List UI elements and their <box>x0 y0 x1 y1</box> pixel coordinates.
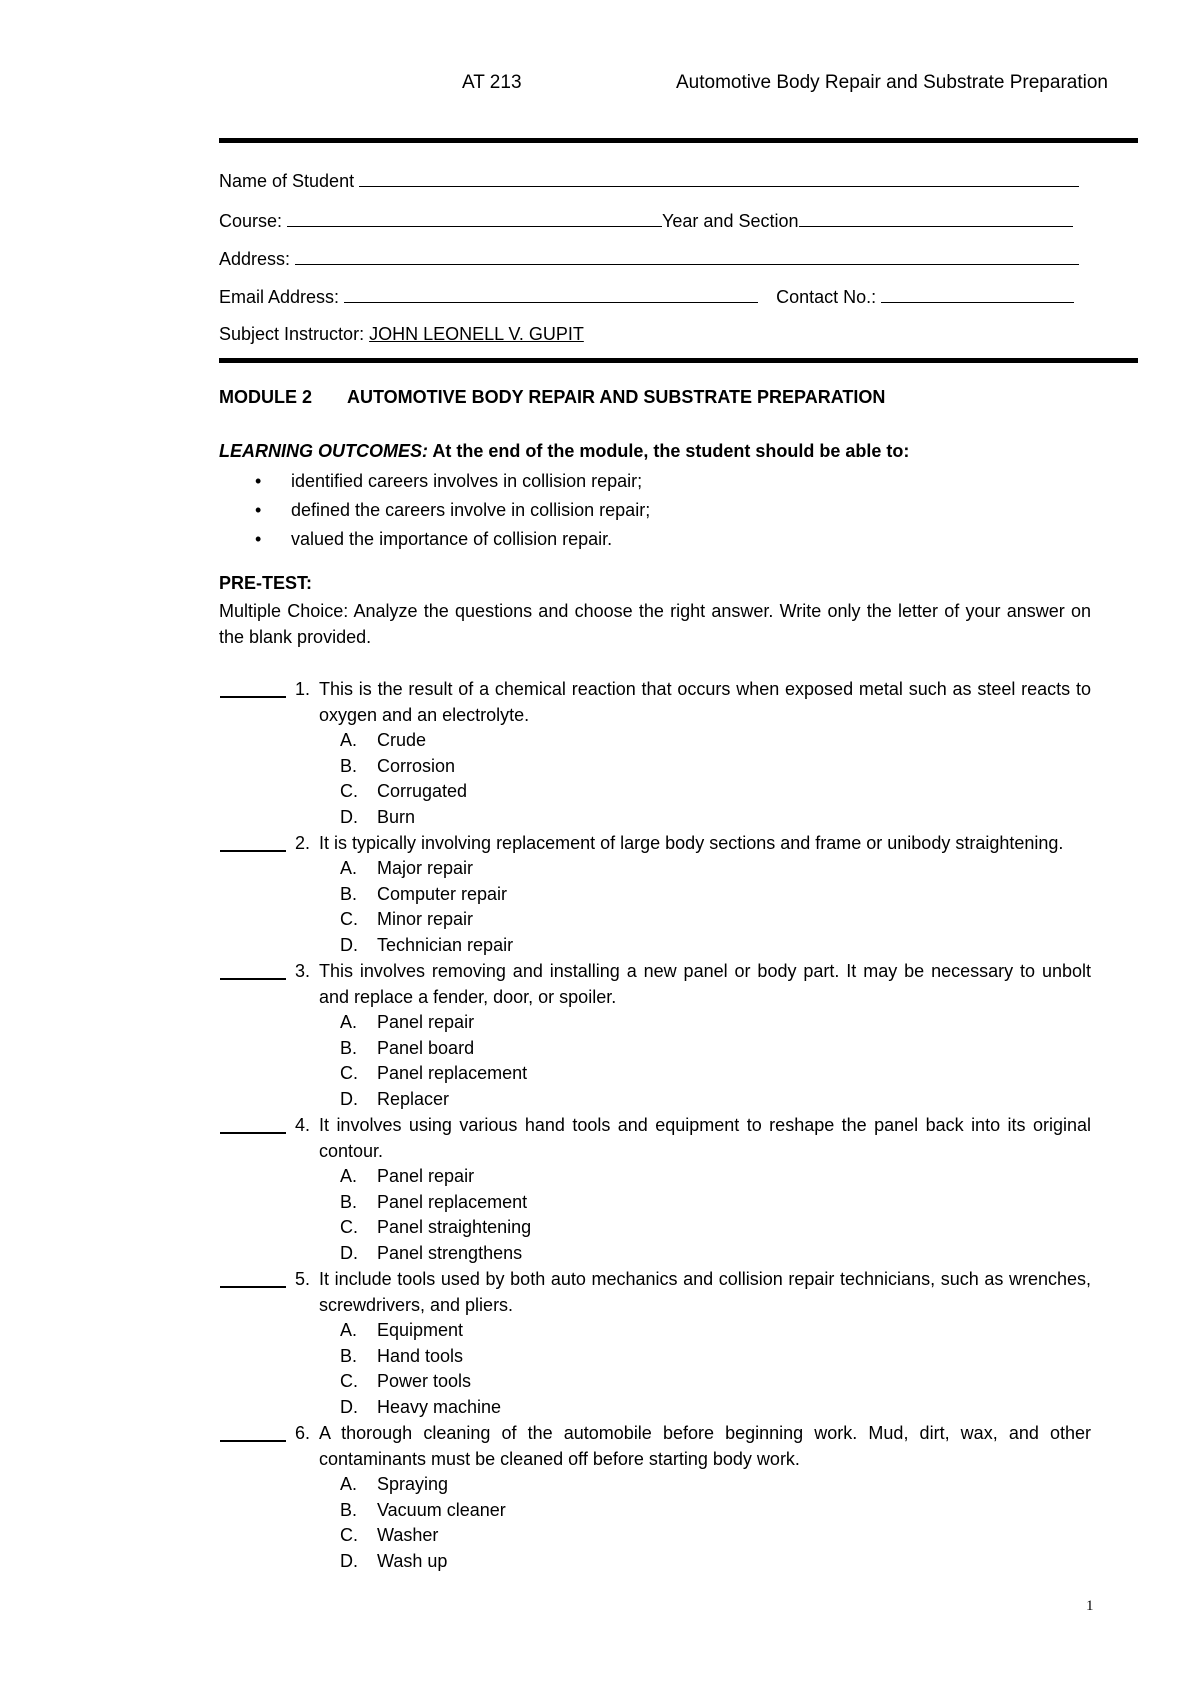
question-2 <box>219 830 1091 958</box>
choice-list <box>219 1472 1091 1574</box>
address-row <box>219 247 1079 270</box>
year-section-field[interactable] <box>799 209 1073 227</box>
top-divider <box>219 138 1138 143</box>
choice-item: C. Panel straightening <box>340 1217 532 1237</box>
question-text: This is the result of a chemical reaction that occurs when exposed metal such as steel reacts to oxygen and an electrolyte. <box>319 679 1091 725</box>
question-text: It is typically involving replacement of large body sections and frame or unibody straightening. <box>319 833 1064 853</box>
contact-label: Contact No.: <box>776 287 877 307</box>
choice-item: A. Spraying <box>340 1474 449 1494</box>
learning-outcomes-list <box>219 471 650 558</box>
email-contact-row <box>219 285 1074 308</box>
choice-item: D. Heavy machine <box>340 1396 502 1417</box>
list-item: • defined the careers involve in collision repair; <box>255 500 651 520</box>
answer-blank[interactable] <box>220 1440 286 1442</box>
choice-item: B. Vacuum cleaner <box>340 1499 506 1520</box>
question-5 <box>219 1266 1091 1420</box>
choice-list <box>219 1164 1091 1266</box>
pretest-heading: PRE-TEST: <box>219 573 313 593</box>
email-field[interactable] <box>344 285 758 303</box>
address-label: Address: <box>219 249 291 269</box>
choice-item: A. Panel repair <box>340 1012 475 1032</box>
choice-item: B. Computer repair <box>340 883 508 904</box>
answer-blank[interactable] <box>220 850 286 852</box>
list-item: • valued the importance of collision repair. <box>255 529 613 549</box>
student-name-label: Name of Student <box>219 171 355 191</box>
question-number: 5. <box>295 1269 311 1289</box>
choice-item: C. Panel replacement <box>340 1063 528 1083</box>
choice-item: B. Corrosion <box>340 755 456 776</box>
choice-item: B. Hand tools <box>340 1345 464 1366</box>
answer-blank[interactable] <box>220 1286 286 1288</box>
question-6 <box>219 1420 1091 1574</box>
choice-item: B. Panel replacement <box>340 1191 528 1212</box>
learning-outcomes-heading <box>219 441 909 462</box>
question-number: 2. <box>295 833 311 853</box>
answer-blank[interactable] <box>220 978 286 980</box>
course-field[interactable] <box>287 209 662 227</box>
choice-item: D. Panel strengthens <box>340 1242 523 1263</box>
bullet-icon: • <box>255 500 262 520</box>
course-label: Course: <box>219 211 283 231</box>
question-list <box>219 676 1091 1574</box>
choice-item: B. Panel board <box>340 1037 475 1058</box>
address-field[interactable] <box>295 247 1079 265</box>
choice-list <box>219 856 1091 958</box>
question-number: 6. <box>295 1423 311 1443</box>
header-course-title: Automotive Body Repair and Substrate Preparation <box>676 72 1108 93</box>
question-number: 4. <box>295 1115 311 1135</box>
choice-item: A. Panel repair <box>340 1166 475 1186</box>
question-number: 1. <box>295 679 311 699</box>
question-text: A thorough cleaning of the automobile before beginning work. Mud, dirt, wax, and other contaminants must be cleaned off before starting body work. <box>319 1423 1091 1469</box>
page-number: 1 <box>1086 1598 1094 1614</box>
header-course-code: AT 213 <box>462 72 522 93</box>
module-heading <box>219 387 885 408</box>
student-name-field[interactable] <box>359 169 1079 187</box>
bullet-icon: • <box>255 471 262 491</box>
email-label: Email Address: <box>219 287 340 307</box>
choice-item: A. Major repair <box>340 858 474 878</box>
bottom-divider <box>219 358 1138 363</box>
question-text: This involves removing and installing a new panel or body part. It may be necessary to unbolt and replace a fender, door, or spoiler. <box>319 961 1091 1007</box>
student-name-row <box>219 169 1079 192</box>
choice-item: C. Minor repair <box>340 909 474 929</box>
choice-list <box>219 1010 1091 1112</box>
course-row <box>219 209 1073 232</box>
choice-list <box>219 1318 1091 1420</box>
bullet-icon: • <box>255 529 262 549</box>
list-item: • identified careers involves in collision repair; <box>255 471 643 491</box>
choice-item: D. Replacer <box>340 1088 450 1109</box>
choice-item: C. Power tools <box>340 1371 472 1391</box>
question-number: 3. <box>295 961 311 981</box>
choice-item: D. Technician repair <box>340 934 514 955</box>
question-text: It involves using various hand tools and equipment to reshape the panel back into its original contour. <box>319 1115 1091 1161</box>
choice-item: D. Burn <box>340 806 416 827</box>
choice-list <box>219 728 1091 830</box>
choice-item: D. Wash up <box>340 1550 448 1571</box>
choice-item: A. Equipment <box>340 1320 464 1340</box>
year-section-label: Year and Section <box>662 211 799 231</box>
question-1 <box>219 676 1091 830</box>
answer-blank[interactable] <box>220 1132 286 1134</box>
question-text: It include tools used by both auto mechanics and collision repair technicians, such as wrenches, screwdrivers, and pliers. <box>319 1269 1091 1315</box>
instructor-label: Subject Instructor: <box>219 324 365 344</box>
question-3 <box>219 958 1091 1112</box>
question-4 <box>219 1112 1091 1266</box>
choice-item: A. Crude <box>340 730 427 750</box>
learning-outcomes-label: LEARNING OUTCOMES: <box>219 441 428 461</box>
instructor-row <box>219 324 584 345</box>
choice-item: C. Corrugated <box>340 781 468 801</box>
learning-outcomes-intro: At the end of the module, the student should be able to: <box>432 441 910 461</box>
module-title: AUTOMOTIVE BODY REPAIR AND SUBSTRATE PREPARATION <box>347 387 886 407</box>
module-number: MODULE 2 <box>219 387 313 407</box>
contact-field[interactable] <box>881 285 1074 303</box>
answer-blank[interactable] <box>220 696 286 698</box>
choice-item: C. Washer <box>340 1525 439 1545</box>
instructor-name: JOHN LEONELL V. GUPIT <box>369 324 584 344</box>
pretest-instructions: Multiple Choice: Analyze the questions and choose the right answer. Write only the letter of your answer on the blank provided. <box>219 601 1091 647</box>
